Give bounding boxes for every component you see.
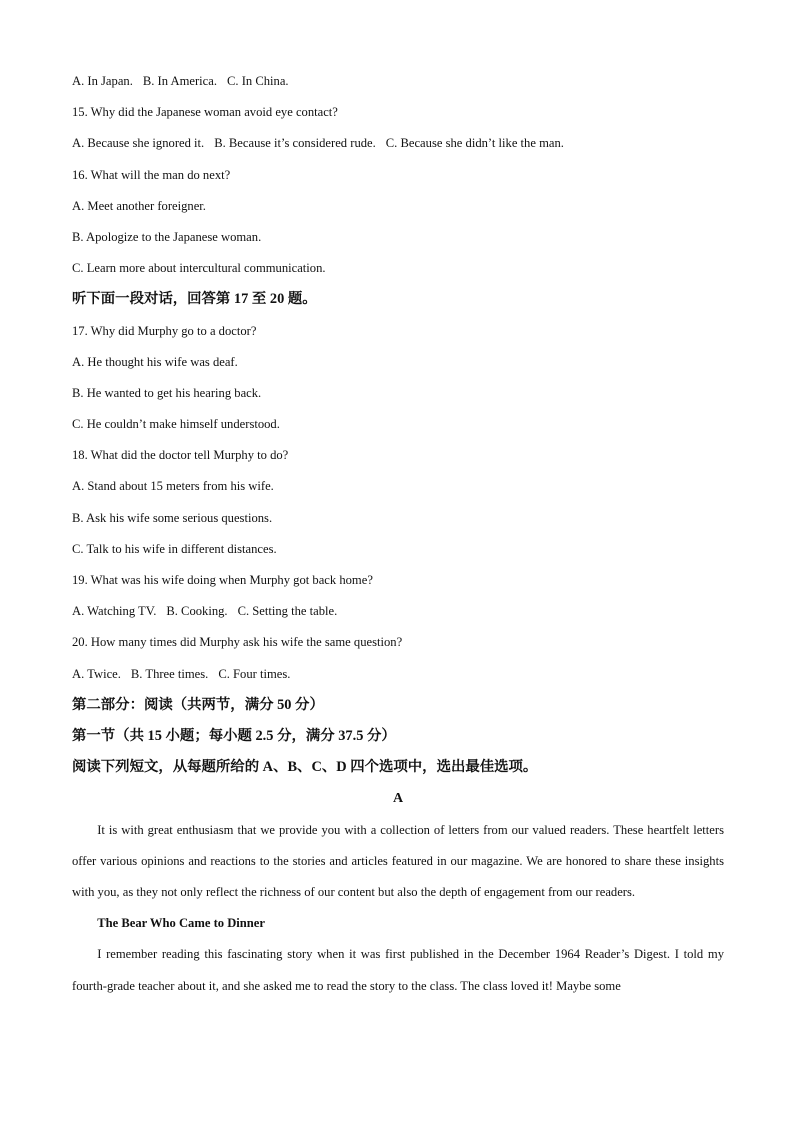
answer-option: C. Four times. — [218, 666, 291, 681]
text-line: 18. What did the doctor tell Murphy to do? — [72, 448, 289, 463]
paragraph: I remember reading this fascinating story when it was first published in the December 1964 Reader’s Digest. I told my fourth-grade teacher about it, and she asked me to read the story to the class. The class loved it! Maybe some — [72, 947, 724, 993]
answer-option: B. Three times. — [130, 666, 209, 681]
text-line: 16. What will the man do next? — [72, 167, 231, 182]
answer-options-row — [72, 659, 724, 690]
answer-option: A. Twice. — [72, 666, 121, 681]
answer-option: C. Setting the table. — [237, 604, 338, 619]
text-line: C. Talk to his wife in different distances. — [72, 541, 277, 556]
answer-option: A. Because she ignored it. — [72, 136, 205, 151]
answer-option: B. Cooking. — [166, 604, 228, 619]
answer-option: C. Because she didn’t like the man. — [385, 136, 564, 151]
answer-options-row — [72, 596, 724, 627]
text-line: B. Apologize to the Japanese woman. — [72, 229, 262, 244]
section-heading: 第一节（共 15 小题；每小题 2.5 分，满分 37.5 分） — [72, 727, 396, 744]
document-page — [72, 66, 724, 1002]
answer-options-row — [72, 66, 724, 97]
text-line: A. Stand about 15 meters from his wife. — [72, 479, 274, 494]
text-line: A. Meet another foreigner. — [72, 198, 206, 213]
text-line: B. Ask his wife some serious questions. — [72, 510, 273, 525]
answer-option: A. In Japan. — [72, 74, 133, 88]
text-line: A. He thought his wife was deaf. — [72, 354, 238, 369]
answer-option: A. Watching TV. — [72, 604, 157, 619]
section-heading: 阅读下列短文，从每题所给的 A、B、C、D 四个选项中，选出最佳选项。 — [72, 759, 538, 776]
answer-option: C. In China. — [227, 74, 289, 88]
text-line: B. He wanted to get his hearing back. — [72, 385, 262, 400]
section-heading: 第二部分：阅读（共两节，满分 50 分） — [72, 696, 324, 713]
answer-option: B. Because it’s considered rude. — [214, 136, 376, 151]
text-line: C. He couldn’t make himself understood. — [72, 417, 280, 432]
text-line: C. Learn more about intercultural communication. — [72, 261, 326, 276]
passage-label: A — [392, 791, 404, 807]
letter-title: The Bear Who Came to Dinner — [97, 916, 265, 931]
text-line: 20. How many times did Murphy ask his wife the same question? — [72, 635, 403, 650]
text-line: 15. Why did the Japanese woman avoid eye contact? — [72, 105, 338, 120]
text-line: 17. Why did Murphy go to a doctor? — [72, 323, 257, 338]
answer-option: B. In America. — [142, 74, 218, 88]
answer-options-row — [72, 128, 724, 159]
text-line: 19. What was his wife doing when Murphy got back home? — [72, 573, 373, 587]
paragraph: It is with great enthusiasm that we provide you with a collection of letters from our valued readers. These heartfelt letters offer various opinions and reactions to the stories and articles featured in our magazine. We are honored to share these insights with you, as they not only reflect the richness of our content but also the depth of engagement from our readers. — [72, 822, 724, 899]
section-heading: 听下面一段对话，回答第 17 至 20 题。 — [72, 291, 317, 308]
